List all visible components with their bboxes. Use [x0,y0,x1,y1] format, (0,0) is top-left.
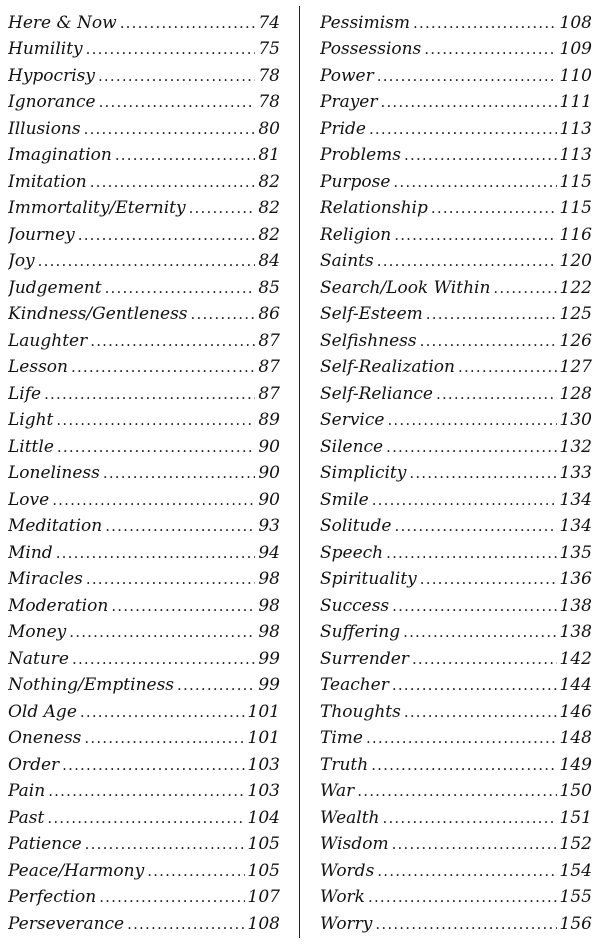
index-entry [8,404,280,431]
index-entry [320,775,592,802]
page-number: 84 [258,251,280,271]
index-term: Nothing/Emptiness [8,675,175,695]
index-term: Speech [320,542,384,563]
dot-leader [372,490,557,510]
index-term: Imitation [8,171,87,192]
dot-leader [62,755,244,775]
index-entry [320,298,592,325]
index-term: Moderation [8,595,109,616]
index-entry [320,881,592,908]
index-entry [8,245,280,272]
index-entry [320,642,592,669]
page-number: 156 [559,913,592,934]
index-entry [320,6,592,33]
page-number: 148 [559,728,592,748]
page-number: 87 [258,330,280,351]
dot-leader [424,39,556,59]
index-term: Past [8,807,45,828]
index-entry [8,536,280,563]
index-entry [8,218,280,245]
index-entry [8,510,280,537]
index-entry [320,33,592,60]
index-entry [8,589,280,616]
page-number: 109 [559,39,592,59]
page-number: 113 [559,145,592,165]
page-number: 135 [559,542,592,563]
dot-leader [366,728,557,748]
index-term: Loneliness [8,463,100,483]
index-term: Kindness/Gentleness [8,304,188,324]
page-number: 94 [258,542,280,563]
index-term: Wealth [320,807,380,828]
index-term: Laughter [8,330,88,351]
dot-leader [404,702,557,722]
index-entry [8,324,280,351]
index-entry [320,510,592,537]
dot-leader [420,331,557,351]
page-number: 82 [258,198,280,218]
dot-leader [493,278,556,298]
page-number: 126 [559,330,592,351]
index-entry [8,881,280,908]
page-number: 115 [559,198,592,218]
index-term: Spirituality [320,569,417,589]
dot-leader [392,596,556,616]
page-number: 74 [258,12,280,33]
index-term: Lesson [8,357,68,377]
index-entry [8,642,280,669]
index-term: Pain [8,781,46,801]
index-term: Nature [8,648,69,669]
index-term: Worry [320,913,373,934]
page-number: 134 [559,489,592,510]
dot-leader [48,781,244,801]
index-entry [8,801,280,828]
dot-leader [111,596,255,616]
dot-leader [392,675,557,695]
index-entry [320,748,592,775]
page-number: 116 [559,224,592,245]
index-term: Miracles [8,569,83,589]
page-number: 87 [258,383,280,404]
index-term: Service [320,410,385,430]
page-number: 105 [247,860,280,881]
index-term: Self-Reliance [320,383,433,404]
index-term: Patience [8,834,82,854]
index-term: Ignorance [8,92,96,112]
index-entry [320,218,592,245]
page-number: 142 [559,648,592,669]
index-term: Illusions [8,118,81,139]
page-number: 78 [258,92,280,112]
index-entry [320,483,592,510]
index-entry [8,907,280,934]
dot-leader [105,278,256,298]
index-entry [320,324,592,351]
index-entry [320,165,592,192]
index-entry [320,828,592,855]
page-number: 115 [559,171,592,192]
index-entry [8,351,280,378]
index-term: Success [320,595,390,616]
index-term: Meditation [8,516,103,536]
dot-leader [85,834,245,854]
index-term: Old Age [8,701,77,722]
page-number: 149 [559,754,592,775]
page-number: 104 [247,807,280,828]
dot-leader [431,198,557,218]
index-entry [320,589,592,616]
dot-leader [387,410,556,430]
index-term: Judgement [8,277,102,298]
index-column-left [8,6,280,934]
page-number: 113 [559,118,592,139]
index-term: Religion [320,224,392,245]
index-term: Smile [320,489,369,510]
index-entry [8,748,280,775]
index-entry [320,404,592,431]
index-entry [8,192,280,219]
dot-leader [377,66,557,86]
index-term: Love [8,489,50,510]
dot-leader [392,834,557,854]
page-number: 87 [258,357,280,377]
index-entry [320,854,592,881]
dot-leader [394,225,556,245]
page-number: 133 [559,463,592,483]
dot-leader [381,92,557,112]
index-term: Order [8,754,60,775]
dot-leader [413,13,557,33]
index-entry [320,801,592,828]
index-term: Pessimism [320,12,411,33]
page-number: 75 [258,39,280,59]
index-term: Journey [8,224,75,245]
dot-leader [404,145,557,165]
page-number: 93 [258,516,280,536]
index-entry [8,298,280,325]
index-term: Problems [320,145,402,165]
index-term: Surrender [320,648,409,669]
index-entry [8,6,280,33]
dot-leader [177,675,255,695]
dot-leader [458,357,557,377]
dot-leader [86,569,256,589]
index-term: Perseverance [8,913,125,934]
index-term: Power [320,65,374,86]
dot-leader [371,755,556,775]
page-number: 81 [258,145,280,165]
dot-leader [191,304,256,324]
index-entry [320,271,592,298]
page-number: 107 [247,887,280,907]
index-entry [320,351,592,378]
page-number: 86 [258,304,280,324]
page-number: 78 [258,65,280,86]
page-number: 82 [258,224,280,245]
dot-leader [90,331,255,351]
dot-leader [86,39,256,59]
index-entry [8,430,280,457]
dot-leader [120,13,256,33]
index-term: Perfection [8,887,97,907]
index-entry [320,722,592,749]
dot-leader [393,172,556,192]
page-number: 136 [559,569,592,589]
index-term: Possessions [320,39,422,59]
dot-leader [44,384,255,404]
index-term: Peace/Harmony [8,860,145,881]
dot-leader [99,92,256,112]
index-entry [320,616,592,643]
dot-leader [403,622,556,642]
page-number: 128 [559,383,592,404]
page-number: 98 [258,595,280,616]
index-term: Words [320,860,375,881]
dot-leader [127,914,244,934]
index-entry [320,563,592,590]
dot-leader [426,304,557,324]
page-number: 144 [559,675,592,695]
page-number: 111 [559,92,592,112]
index-term: Saints [320,251,374,271]
dot-leader [72,649,255,669]
index-entry [8,457,280,484]
index-entry [320,457,592,484]
index-term: Time [320,728,363,748]
index-term: Search/Look Within [320,277,491,298]
index-term: Relationship [320,198,428,218]
dot-leader [383,808,557,828]
index-term: Wisdom [320,834,389,854]
page-number: 101 [247,701,280,722]
index-term: Oneness [8,728,82,748]
dot-leader [394,516,556,536]
dot-leader [38,251,256,271]
index-term: Joy [8,251,35,271]
index-entry [8,669,280,696]
page-number: 99 [258,648,280,669]
index-term: Little [8,436,54,457]
index-term: Selfishness [320,330,417,351]
index-term: Solitude [320,516,392,536]
page-number: 101 [247,728,280,748]
index-column-right [320,6,592,934]
index-term: Mind [8,542,53,563]
dot-leader [56,543,256,563]
page-number: 134 [559,516,592,536]
dot-leader [103,463,255,483]
index-term: Immortality/Eternity [8,198,186,218]
page-number: 132 [559,436,592,457]
dot-leader [115,145,256,165]
dot-leader [69,622,255,642]
dot-leader [357,781,556,801]
page-number: 122 [559,277,592,298]
index-term: Here & Now [8,12,117,33]
dot-leader [71,357,255,377]
index-entry [320,139,592,166]
page-number: 127 [559,357,592,377]
dot-leader [90,172,256,192]
dot-leader [375,914,556,934]
dot-leader [189,198,256,218]
page-number: 98 [258,569,280,589]
dot-leader [52,490,255,510]
dot-leader [47,808,244,828]
dot-leader [99,887,244,907]
page-number: 89 [258,410,280,430]
index-entry [8,828,280,855]
index-term: Suffering [320,622,401,642]
index-entry [320,907,592,934]
dot-leader [78,225,256,245]
index-term: Prayer [320,92,378,112]
dot-leader [386,437,556,457]
index-term: War [320,781,355,801]
index-entry [8,86,280,113]
dot-leader [84,728,244,748]
index-entry [320,669,592,696]
index-term: Imagination [8,145,112,165]
page-number: 138 [559,622,592,642]
dot-leader [147,861,244,881]
page-number: 90 [258,489,280,510]
index-term: Purpose [320,171,391,192]
index-entry [8,165,280,192]
dot-leader [436,384,557,404]
page-number: 125 [559,304,592,324]
dot-leader [84,119,256,139]
index-term: Teacher [320,675,389,695]
index-entry [320,430,592,457]
page-number: 120 [559,251,592,271]
index-entry [8,563,280,590]
index-term: Money [8,622,67,642]
dot-leader [377,251,557,271]
page-number: 146 [559,701,592,722]
page-number: 138 [559,595,592,616]
index-entry [8,33,280,60]
index-entry [8,616,280,643]
dot-leader [412,649,557,669]
page-number: 152 [559,834,592,854]
index-entry [8,271,280,298]
page-number: 154 [559,860,592,881]
page-number: 80 [258,118,280,139]
index-term: Self-Esteem [320,304,423,324]
index-entry [320,86,592,113]
page-number: 151 [559,807,592,828]
page-number: 82 [258,171,280,192]
index-entry [8,775,280,802]
index-entry [8,854,280,881]
page-number: 99 [258,675,280,695]
index-term: Truth [320,754,369,775]
dot-leader [420,569,557,589]
dot-leader [80,702,245,722]
page-number: 90 [258,463,280,483]
index-entry [8,483,280,510]
page-number: 110 [559,65,592,86]
dot-leader [56,410,255,430]
dot-leader [368,887,557,907]
index-entry [320,536,592,563]
index-term: Pride [320,118,366,139]
index-term: Work [320,887,365,907]
index-term: Silence [320,436,384,457]
index-entry [8,377,280,404]
dot-leader [98,66,255,86]
dot-leader [386,543,556,563]
page-number: 85 [258,277,280,298]
page-number: 103 [247,754,280,775]
dot-leader [369,119,557,139]
index-term: Life [8,383,42,404]
index-term: Light [8,410,54,430]
index-term: Simplicity [320,463,407,483]
index-term: Thoughts [320,701,401,722]
index-entry [320,112,592,139]
index-entry [320,192,592,219]
index-entry [8,139,280,166]
index-entry [8,59,280,86]
index-entry [8,722,280,749]
dot-leader [57,437,255,457]
page-number: 90 [258,436,280,457]
index-entry [8,112,280,139]
page-number: 150 [559,781,592,801]
page-number: 108 [247,913,280,934]
dot-leader [377,861,556,881]
page-number: 105 [247,834,280,854]
index-entry [8,695,280,722]
index-entry [320,245,592,272]
index-term: Hypocrisy [8,65,95,86]
dot-leader [409,463,556,483]
page-number: 130 [559,410,592,430]
dot-leader [105,516,255,536]
column-divider [299,6,300,938]
page-number: 155 [559,887,592,907]
page-number: 108 [559,12,592,33]
page-number: 103 [247,781,280,801]
index-entry [320,695,592,722]
index-entry [320,377,592,404]
index-term: Self-Realization [320,357,455,377]
page-number: 98 [258,622,280,642]
index-entry [320,59,592,86]
index-term: Humility [8,39,83,59]
